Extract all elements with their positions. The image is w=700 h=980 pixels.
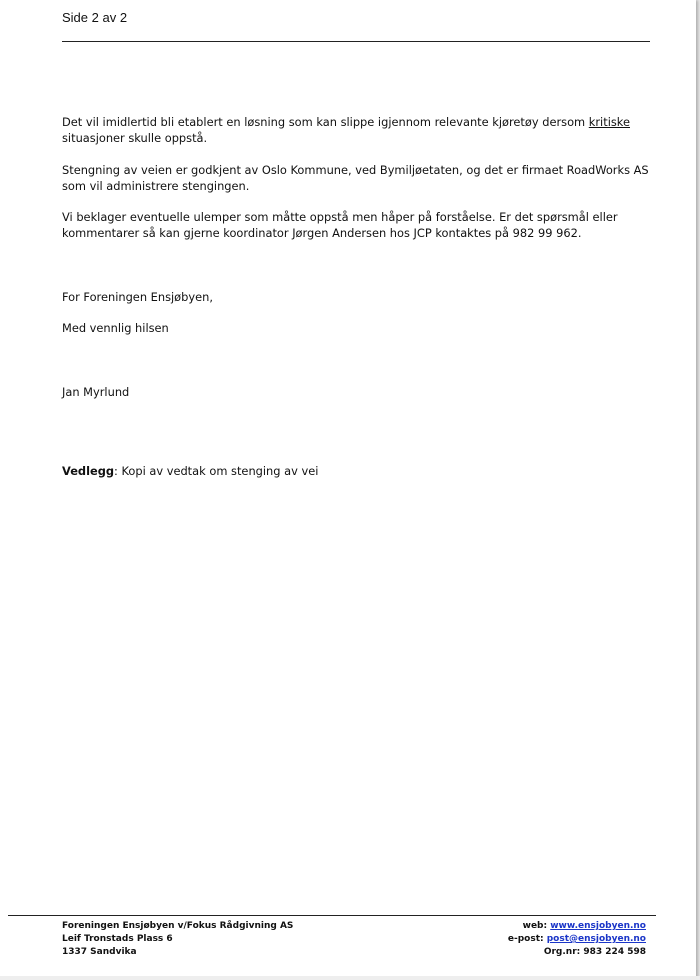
attachment-label: Vedlegg bbox=[62, 464, 115, 478]
paragraph-1-text-end: situasjoner skulle oppstå. bbox=[62, 131, 208, 145]
paragraph-approval: Stengning av veien er godkjent av Oslo Kommune, ved Bymiljøetaten, og det er firmaet RoadWorks AS som vil administrere stengingen. bbox=[62, 163, 649, 193]
attachment-line bbox=[62, 463, 654, 479]
closing-greeting: Med vennlig hilsen bbox=[62, 321, 169, 335]
footer-email-link[interactable]: post@ensjobyen.no bbox=[546, 934, 646, 944]
paragraph-1-text-start: Det vil imidlertid bli etablert en løsning som kan slippe igjennom relevante kjøretøy dersom bbox=[62, 115, 589, 129]
footer-email-line bbox=[508, 933, 646, 946]
footer-street-address: Leif Tronstads Plass 6 bbox=[62, 934, 173, 944]
footer-web-link[interactable]: www.ensjobyen.no bbox=[550, 921, 646, 931]
footer-web-line bbox=[508, 920, 646, 933]
next-page-edge bbox=[0, 976, 700, 980]
footer-divider bbox=[8, 915, 656, 916]
footer-address-block bbox=[62, 920, 293, 959]
header-divider bbox=[62, 41, 650, 42]
paragraph-apology-contact: Vi beklager eventuelle ulemper som måtte oppstå men håper på forståelse. Er det spørsmål eller kommentarer så kan gjerne koordinator Jørgen Andersen hos JCP kontaktes på 982 99 962. bbox=[62, 210, 618, 240]
footer-web-label: web: bbox=[522, 921, 551, 931]
footer-contact-block bbox=[508, 920, 646, 959]
on-behalf-line: For Foreningen Ensjøbyen, bbox=[62, 290, 213, 304]
footer-postal-city: 1337 Sandvika bbox=[62, 947, 137, 957]
footer-email-label: e-post: bbox=[507, 934, 547, 944]
signatory-name: Jan Myrlund bbox=[62, 385, 130, 399]
paragraph-access-solution bbox=[62, 114, 654, 146]
footer-org-number: Org.nr: 983 224 598 bbox=[543, 947, 646, 957]
underlined-word-kritiske: kritiske bbox=[588, 115, 630, 129]
page-number-header: Side 2 av 2 bbox=[62, 10, 128, 25]
footer-organization: Foreningen Ensjøbyen v/Fokus Rådgivning AS bbox=[62, 921, 294, 931]
attachment-text: : Kopi av vedtak om stenging av vei bbox=[114, 464, 319, 478]
